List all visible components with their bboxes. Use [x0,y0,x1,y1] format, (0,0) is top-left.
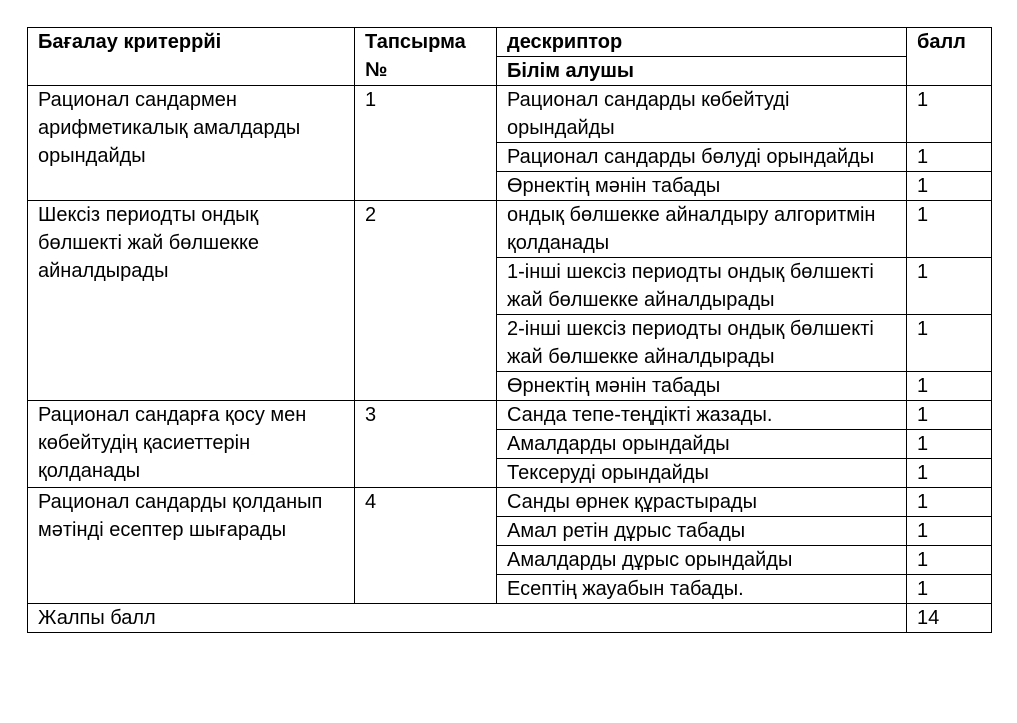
score-cell: 1 [907,430,992,459]
descriptor-cell: 1-інші шексіз периодты ондық бөлшекті жай бөлшекке айналдырады [497,258,907,315]
header-score: балл [907,28,992,86]
score-cell: 1 [907,517,992,546]
table-row [28,86,992,143]
descriptor-cell: Санды өрнек құрастырады [497,488,907,517]
score-cell: 1 [907,143,992,172]
score-cell: 1 [907,575,992,604]
total-row [28,604,992,633]
score-cell: 1 [907,372,992,401]
criterion-cell: Шексіз периодты ондық бөлшекті жай бөлшекке айналдырады [28,201,355,401]
total-score: 14 [907,604,992,633]
table-row [28,201,992,258]
descriptor-cell: Тексеруді орындайды [497,459,907,488]
descriptor-cell: Рационал сандарды бөлуді орындайды [497,143,907,172]
score-cell: 1 [907,459,992,488]
descriptor-cell: Өрнектің мәнін табады [497,372,907,401]
table-row [28,401,992,430]
descriptor-cell: Амалдарды дұрыс орындайды [497,546,907,575]
criterion-cell: Рационал сандармен арифметикалық амалдарды орындайды [28,86,355,201]
score-cell: 1 [907,86,992,143]
score-cell: 1 [907,201,992,258]
task-number-cell: 3 [355,401,497,488]
score-cell: 1 [907,401,992,430]
score-cell: 1 [907,488,992,517]
total-label: Жалпы балл [28,604,907,633]
descriptor-cell: Амал ретін дұрыс табады [497,517,907,546]
criterion-cell: Рационал сандарды қолданып мәтінді есептер шығарады [28,488,355,604]
descriptor-cell: 2-інші шексіз периодты ондық бөлшекті жай бөлшекке айналдырады [497,315,907,372]
assessment-table-body [28,28,992,633]
descriptor-cell: Рационал сандарды көбейтуді орындайды [497,86,907,143]
header-criteria: Бағалау критеррйі [28,28,355,86]
assessment-table [27,27,992,633]
descriptor-cell: Есептің жауабын табады. [497,575,907,604]
task-number-cell: 2 [355,201,497,401]
score-cell: 1 [907,258,992,315]
descriptor-cell: ондық бөлшекке айналдыру алгоритмін қолданады [497,201,907,258]
score-cell: 1 [907,315,992,372]
table-row [28,488,992,517]
criterion-cell: Рационал сандарға қосу мен көбейтудің қасиеттерін қолданады [28,401,355,488]
header-task-no: Тапсырма № [355,28,497,86]
header-row [28,28,992,57]
descriptor-cell: Санда тепе-теңдікті жазады. [497,401,907,430]
score-cell: 1 [907,172,992,201]
header-descriptor: дескриптор [497,28,907,57]
score-cell: 1 [907,546,992,575]
task-number-cell: 4 [355,488,497,604]
task-number-cell: 1 [355,86,497,201]
descriptor-cell: Амалдарды орындайды [497,430,907,459]
header-student: Білім алушы [497,57,907,86]
descriptor-cell: Өрнектің мәнін табады [497,172,907,201]
